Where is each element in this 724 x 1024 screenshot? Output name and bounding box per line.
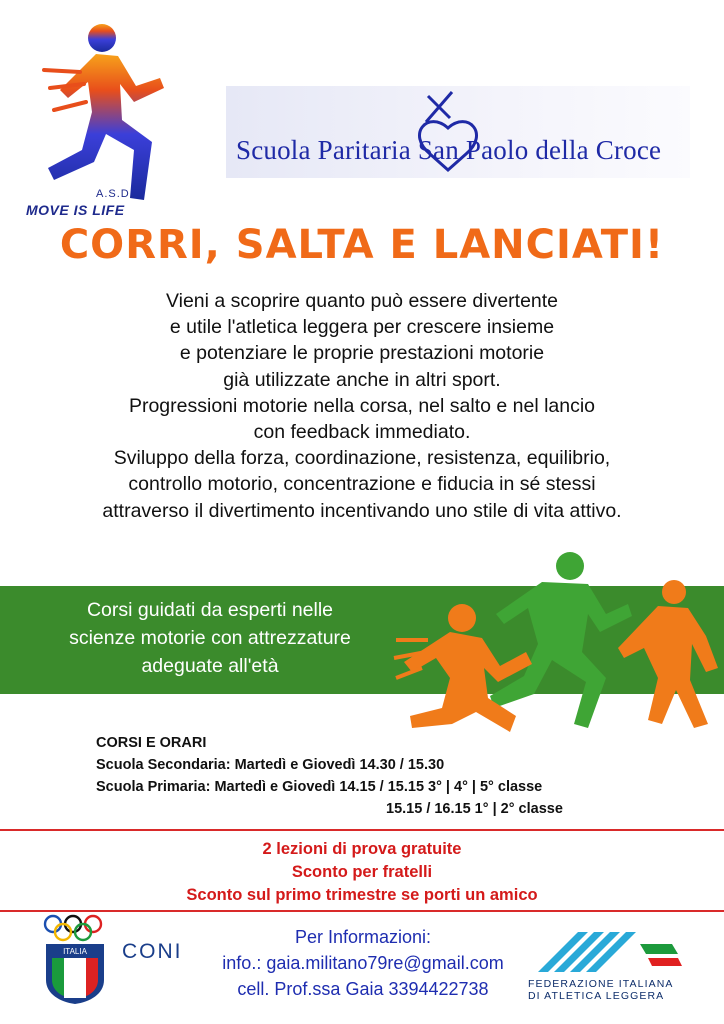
description — [0, 288, 724, 524]
offer-line: Sconto sul primo trimestre se porti un amico — [186, 886, 538, 904]
coni-logo — [40, 914, 110, 1004]
green-runner-silhouette — [490, 552, 632, 728]
band-line: scienze motorie con attrezzature — [69, 627, 351, 649]
offer-line: 2 lezioni di prova gratuite — [262, 840, 462, 858]
offers — [0, 838, 724, 907]
contact-info — [196, 924, 530, 1002]
divider-bottom — [0, 910, 724, 912]
orange-runner-silhouette — [394, 604, 532, 732]
page-title: CORRI, SALTA E LANCIATI! — [59, 222, 665, 268]
band-line: adeguate all'età — [141, 655, 279, 677]
schedule-primaria: Scuola Primaria: Martedì e Giovedì 14.15 / 15.15 3° | 4° | 5° classe — [96, 779, 543, 795]
coni-text: CONI — [122, 940, 183, 963]
athletes-illustration — [392, 548, 724, 744]
description-line: Sviluppo della forza, coordinazione, resistenza, equilibrio, — [113, 447, 611, 470]
schedule-secondaria: Scuola Secondaria: Martedì e Giovedì 14.30 / 15.30 — [96, 757, 445, 773]
runner-brand-label: MOVE IS LIFE — [26, 202, 125, 218]
description-line: Progressioni motorie nella corsa, nel salto e nel lancio — [128, 394, 596, 417]
schedule-heading: CORSI E ORARI — [96, 735, 207, 751]
description-line: Vieni a scoprire quanto può essere divertente — [165, 290, 559, 312]
fidal-line: DI ATLETICA LEGGERA — [528, 990, 665, 1002]
schedule-primaria-second: 15.15 / 16.15 1° | 2° classe — [386, 801, 563, 817]
school-name: Scuola Paritaria San Paolo della Croce — [236, 135, 662, 165]
description-line: con feedback immediato. — [253, 421, 471, 444]
description-line: già utilizzate anche in altri sport. — [223, 368, 501, 391]
description-line: e potenziare le proprie prestazioni motorie — [179, 342, 545, 365]
fidal-line: FEDERAZIONE ITALIANA — [528, 978, 674, 990]
contact-heading: Per Informazioni: — [294, 927, 432, 947]
runner-asd-label: A.S.D. — [96, 188, 134, 200]
description-line: attraverso il divertimento incentivando uno stile di vita attivo. — [102, 499, 622, 522]
band-text — [0, 596, 420, 680]
fidal-logo — [528, 924, 698, 974]
description-line: controllo motorio, concentrazione e fiducia in sé stessi — [128, 473, 596, 496]
fidal-text — [528, 978, 700, 1002]
contact-email[interactable]: info.: gaia.militano79re@gmail.com — [222, 953, 504, 973]
cross-heart-emblem — [408, 88, 488, 180]
divider-top — [0, 829, 724, 831]
band-line: Corsi guidati da esperti nelle — [86, 599, 334, 621]
orange-jumper-silhouette — [618, 580, 718, 728]
offer-line: Sconto per fratelli — [291, 863, 433, 881]
schedule — [96, 732, 563, 820]
contact-phone[interactable]: cell. Prof.ssa Gaia 3394422738 — [237, 979, 489, 999]
description-line: e utile l'atletica leggera per crescere insieme — [169, 316, 555, 339]
italia-label: ITALIA — [63, 947, 87, 956]
